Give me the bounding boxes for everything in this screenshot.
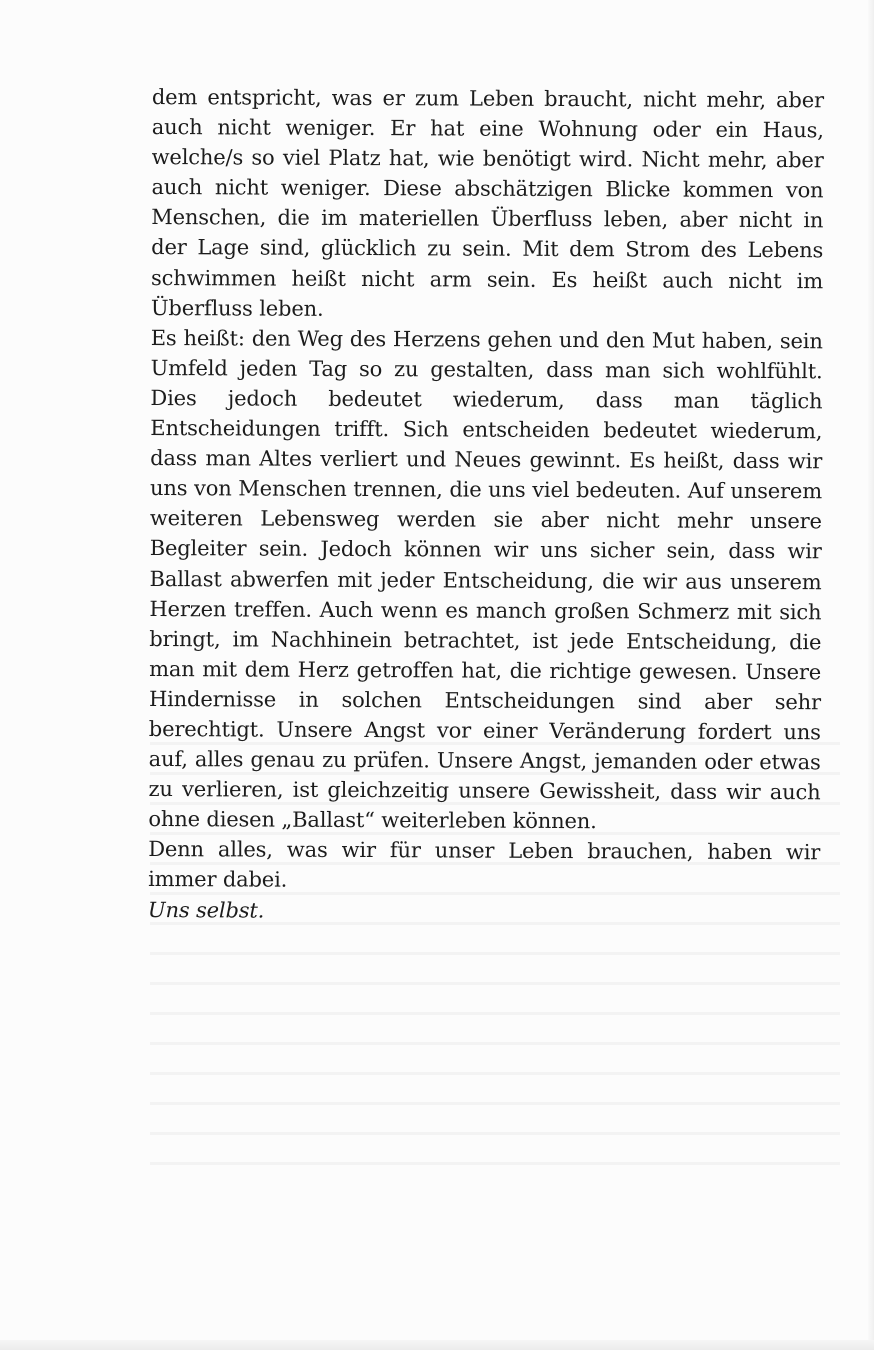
body-text: [148, 82, 824, 928]
paragraph: dem entspricht, was er zum Leben braucht, nicht mehr, aber auch nicht weniger. Er hat eine Wohnung oder ein Haus, welche/s so viel Platz hat, wie benötigt wird. Nicht mehr, aber auch nicht weniger. Diese abschätzigen Blicke kommen von Menschen, die im materiellen Überfluss leben, aber nicht in der Lage sind, glücklich zu sein. Mit dem Strom des Lebens schwimmen heißt nicht arm sein. Es heißt auch nicht im Überfluss leben.: [150, 84, 824, 321]
paragraph: Es heißt: den Weg des Herzens gehen und den Mut haben, sein Umfeld jeden Tag so zu gestalten, dass man sich wohlfühlt. Dies jedoch bedeutet wiederum, dass man täglich Entscheidungen trifft. Sich entscheiden bedeutet wiederum, dass man Altes verliert und Neues gewinnt. Es heißt, dass wir uns von Menschen trennen, die uns viel bedeuten. Auf unserem weiteren Lebensweg werden sie aber nicht mehr unsere Begleiter sein. Jedoch können wir uns sicher sein, dass wir Ballast abwerfen mit jeder Entscheidung, die wir aus unserem Herzen treffen. Auch wenn es manch großen Schmerz mit sich bringt, im Nachhinein betrachtet, ist jede Entscheidung, die man mit dem Herz getroffen hat, die richtige gewesen. Unsere Hindernisse in solchen Entscheidungen sind aber sehr berechtigt. Unsere Angst vor einer Veränderung fordert uns auf, alles genau zu prüfen. Unsere Angst, jemanden oder etwas zu verlieren, ist gleichzeitig unsere Gewissheit, dass wir auch ohne diesen „Ballast“ weiterleben können.: [148, 325, 823, 834]
page-edge-bottom: [0, 1340, 874, 1350]
paragraph: Denn alles, was wir für unser Leben brauchen, haben wir immer dabei.: [148, 837, 821, 893]
page-edge-right: [868, 0, 874, 1350]
closing-line: Uns selbst.: [147, 897, 265, 923]
